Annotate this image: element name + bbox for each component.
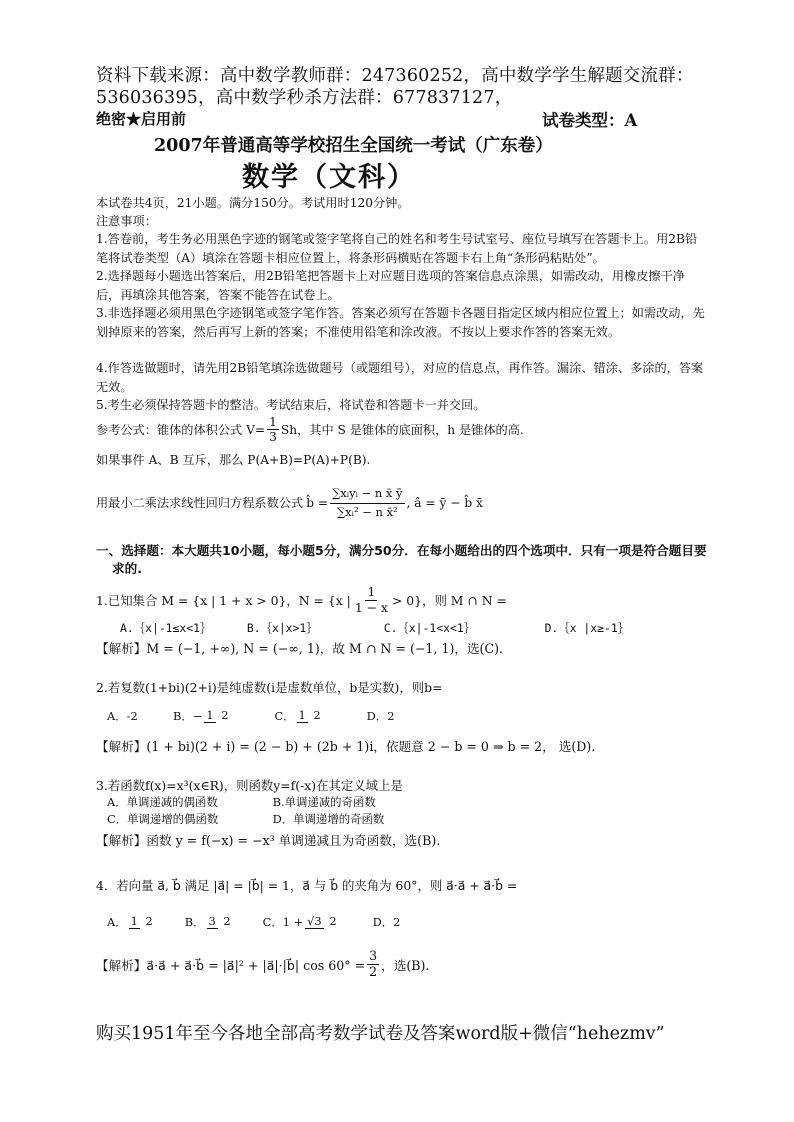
regression-a-formula: , â = ȳ − b̂ x̄: [406, 496, 483, 510]
regression-fraction: [330, 488, 404, 518]
question-2-stem: 2.若复数(1+bi)(2+i)是纯虚数(i是虚数单位，b是实数)，则b=: [96, 680, 443, 695]
question-4-options: [107, 900, 400, 944]
question-2-option-c-fraction: [297, 709, 323, 723]
question-3-solution: 【解析】函数 y = f(−x) = −x³ 单调递减且为奇函数，选(B).: [96, 833, 441, 848]
question-2-option-b-fraction: [204, 709, 230, 723]
question-4-solution: [96, 946, 429, 982]
question-3-stem: 3.若函数f(x)=x³(x∈R)，则函数y=f(-x)在其定义域上是: [96, 778, 403, 793]
question-1-fraction-num: 1: [367, 584, 376, 600]
source-line-2: 536036395，高中数学秒杀方法群：677837127，: [96, 88, 513, 108]
regression-prefix: 用最小二乘法求线性回归方程系数公式: [96, 496, 304, 510]
regression-formula: [96, 472, 483, 534]
question-2-option-d: D．2: [366, 709, 395, 723]
subject-title: 数学（文科）: [242, 162, 416, 193]
question-4-option-c-fraction: [305, 915, 338, 929]
events-formula: 如果事件 A、B 互斥，那么 P(A+B)=P(A)+P(B).: [96, 453, 371, 467]
question-4-option-c-num: √3: [307, 913, 322, 928]
note-5: 5.考生必须保持答题卡的整洁。考试结束后，将试卷和答题卡一并交回。: [96, 398, 486, 412]
exam-summary: 本试卷共4页，21小题。满分150分。考试用时120分钟。: [96, 196, 410, 210]
question-4-option-a-fraction: [129, 915, 155, 929]
question-4-option-b-fraction: [207, 915, 233, 929]
regression-denominator-text: ∑xᵢ² − n x̄²: [336, 504, 398, 519]
question-1-stem-b: > 0}，则 M ∩ N =: [391, 593, 507, 608]
question-4-solution-num: 3: [369, 947, 378, 963]
question-4-option-c: C．1 +: [262, 915, 304, 929]
cone-formula-prefix: 参考公式：锥体的体积公式 V=: [96, 422, 266, 437]
question-1-option-b: B.｛x|x>1｝: [246, 621, 318, 635]
regression-b-label: b̂ =: [306, 496, 329, 510]
question-1-stem: [96, 580, 507, 620]
exam-title: 2007年普通高等学校招生全国统一考试（广东卷）: [154, 136, 553, 156]
question-1-option-c: C.｛x|-1<x<1｝: [383, 621, 476, 635]
question-2-option-b-num: 1: [206, 707, 214, 722]
regression-numerator: [330, 488, 404, 504]
section-1-heading-cont: 求的.: [112, 561, 142, 576]
question-4-option-b-num: 3: [208, 913, 216, 928]
cone-formula-suffix: Sh，其中 S 是锥体的底面积，h 是锥体的高.: [280, 422, 524, 437]
question-2-option-c: C．: [274, 709, 295, 723]
question-1-fraction: [353, 586, 390, 614]
question-2-solution: 【解析】(1 + bi)(2 + i) = (2 − b) + (2b + 1)i，依题意 2 − b = 0 ⇒ b = 2， 选(D).: [96, 739, 596, 754]
note-2: 2.选择题每小题选出答案后，用2B铅笔把答题卡上对应题目选项的答案信息点涂黑，如需改动，用橡皮擦干净后，再填涂其他答案，答案不能答在试卷上。: [96, 269, 685, 302]
question-3-options-row-1: [107, 794, 376, 810]
footer-notice: 购买1951年至今各地全部高考数学试卷及答案word版+微信“hehezmv”: [96, 1024, 665, 1044]
question-1-stem-a: 1.已知集合 M = {x | 1 + x > 0}，N = {x |: [96, 593, 351, 608]
question-3-option-c: C．单调递增的偶函数: [107, 812, 219, 826]
question-1-fraction-den: 1 − x: [354, 599, 388, 615]
question-4-solution-a: 【解析】a⃗·a⃗ + a⃗·b⃗ = |a⃗|² + |a⃗|·|b⃗| cos 60° =: [96, 957, 366, 973]
question-4-option-a-den: 2: [145, 913, 153, 928]
question-4-option-a: A．: [107, 915, 127, 929]
question-2-options: [107, 696, 394, 736]
question-4-solution-b: ，选(B).: [381, 957, 430, 973]
question-4-option-b: B．: [184, 915, 205, 929]
cone-fraction-numerator: 1: [269, 415, 277, 429]
cone-fraction: [267, 416, 279, 443]
question-4-solution-fraction: [367, 947, 379, 979]
question-3-option-d: D．单调递增的奇函数: [272, 812, 385, 826]
question-4-option-c-den: 2: [329, 913, 337, 928]
question-2-option-a: A．-2: [107, 709, 138, 723]
question-1-option-d: D.｛x |x≥-1｝: [544, 621, 630, 635]
note-1: 1.答卷前，考生务必用黑色字迹的钢笔或签字笔将自己的姓名和考生号试室号、座位号填写在答题卡上。用2B铅笔将试卷类型（A）填涂在答题卡相应位置上，将条形码横贴在答题卡右上角“条形码粘贴处”。: [96, 232, 698, 265]
question-1-option-a: A.｛x|-1≤x<1｝: [120, 621, 212, 635]
question-1-options: [120, 620, 629, 636]
regression-denominator: [335, 504, 400, 519]
note-3: 3.非选择题必须用黑色字迹钢笔或签字笔作答。答案必须写在答题卡各题目指定区域内相应位置上；如需改动，先划掉原来的答案，然后再写上新的答案；不准使用铅笔和涂改液。不按以上要求作答的答案无效。: [96, 306, 705, 339]
question-4-stem: 4．若向量 a⃗, b⃗ 满足 |a⃗| = |b⃗| = 1，a⃗ 与 b⃗ 的夹角为 60°，则 a⃗·a⃗ + a⃗·b⃗ =: [96, 878, 518, 893]
paper-type-label: 试卷类型：A: [542, 111, 638, 130]
question-4-option-b-den: 2: [223, 913, 231, 928]
section-1-heading: 一、选择题：本大题共10小题，每小题5分，满分50分．在每小题给出的四个选项中．只有一项是符合题目要: [96, 543, 707, 558]
cone-fraction-denominator: 3: [269, 430, 277, 445]
question-3-option-a: A．单调递减的偶函数: [107, 795, 218, 809]
question-3-option-b: B.单调递减的奇函数: [272, 795, 376, 809]
question-4-option-d: D．2: [372, 915, 401, 929]
question-2-option-c-den: 2: [313, 707, 321, 722]
question-2-option-b-den: 2: [221, 707, 229, 722]
note-4: 4.作答选做题时，请先用2B铅笔填涂选做题号（或题组号），对应的信息点，再作答。漏涂、错涂、多涂的，答案无效。: [96, 361, 704, 394]
source-line-1: 资料下载来源：高中数学教师群：247360252，高中数学学生解题交流群：: [96, 66, 694, 86]
cone-formula: [96, 416, 524, 443]
question-4-solution-den: 2: [369, 963, 378, 979]
question-2-option-b: B．−: [173, 709, 203, 723]
confidential-label: 绝密★启用前: [96, 110, 187, 128]
question-1-solution: 【解析】M = (−1, +∞), N = (−∞, 1)，故 M ∩ N = (−1, 1)，选(C).: [96, 641, 504, 656]
notes-title: 注意事项：: [96, 214, 157, 228]
question-3-options-row-2: [107, 811, 384, 827]
regression-numerator-text: ∑xᵢyᵢ − n x̄ ȳ: [332, 486, 403, 500]
question-4-option-a-num: 1: [130, 913, 138, 928]
question-2-option-c-num: 1: [298, 707, 306, 722]
